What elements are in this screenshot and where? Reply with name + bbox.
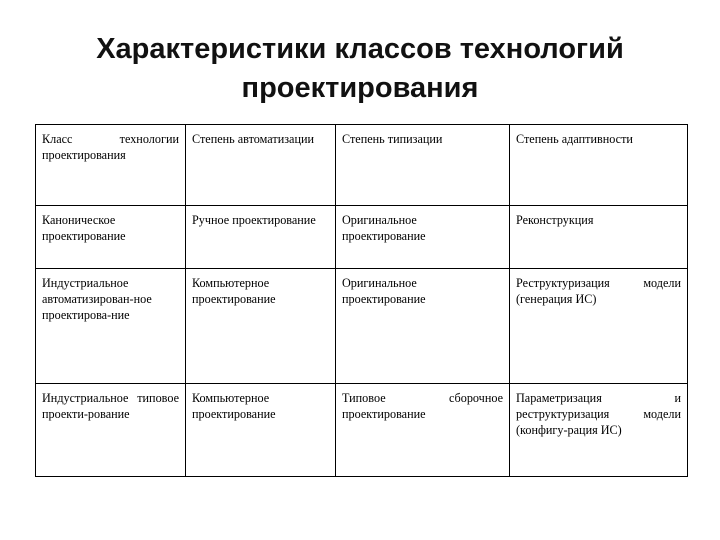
table-cell: Компьютерное проектирование [186, 384, 336, 477]
table-cell: Реконструкция [510, 206, 688, 269]
table-header-row [36, 125, 688, 206]
table-cell: Степень типизации [336, 125, 510, 206]
table-cell: Параметризация и реструктуризация модели (конфигу-рация ИС) [510, 384, 688, 477]
technology-classes-table [35, 124, 688, 477]
table-row [36, 206, 688, 269]
table-row [36, 269, 688, 384]
table-cell: Индустриальное типовое проекти-рование [36, 384, 186, 477]
table-cell: Индустриальное автоматизирован-ное проектирова-ние [36, 269, 186, 384]
table-row [36, 384, 688, 477]
table-cell: Компьютерное проектирование [186, 269, 336, 384]
slide-title [0, 30, 720, 108]
slide-title-line-1: Характеристики классов технологий [96, 33, 624, 65]
table-cell: Ручное проектирование [186, 206, 336, 269]
table-cell: Типовое сборочное проектирование [336, 384, 510, 477]
table-cell: Степень автоматизации [186, 125, 336, 206]
table-cell: Оригинальное проектирование [336, 269, 510, 384]
table-cell: Реструктуризация модели (генерация ИС) [510, 269, 688, 384]
table-cell: Оригинальное проектирование [336, 206, 510, 269]
table-cell: Каноническое проектирование [36, 206, 186, 269]
table-cell: Класс технологии проектирования [36, 125, 186, 206]
slide-title-line-2: проектирования [241, 72, 479, 104]
table-cell: Степень адаптивности [510, 125, 688, 206]
